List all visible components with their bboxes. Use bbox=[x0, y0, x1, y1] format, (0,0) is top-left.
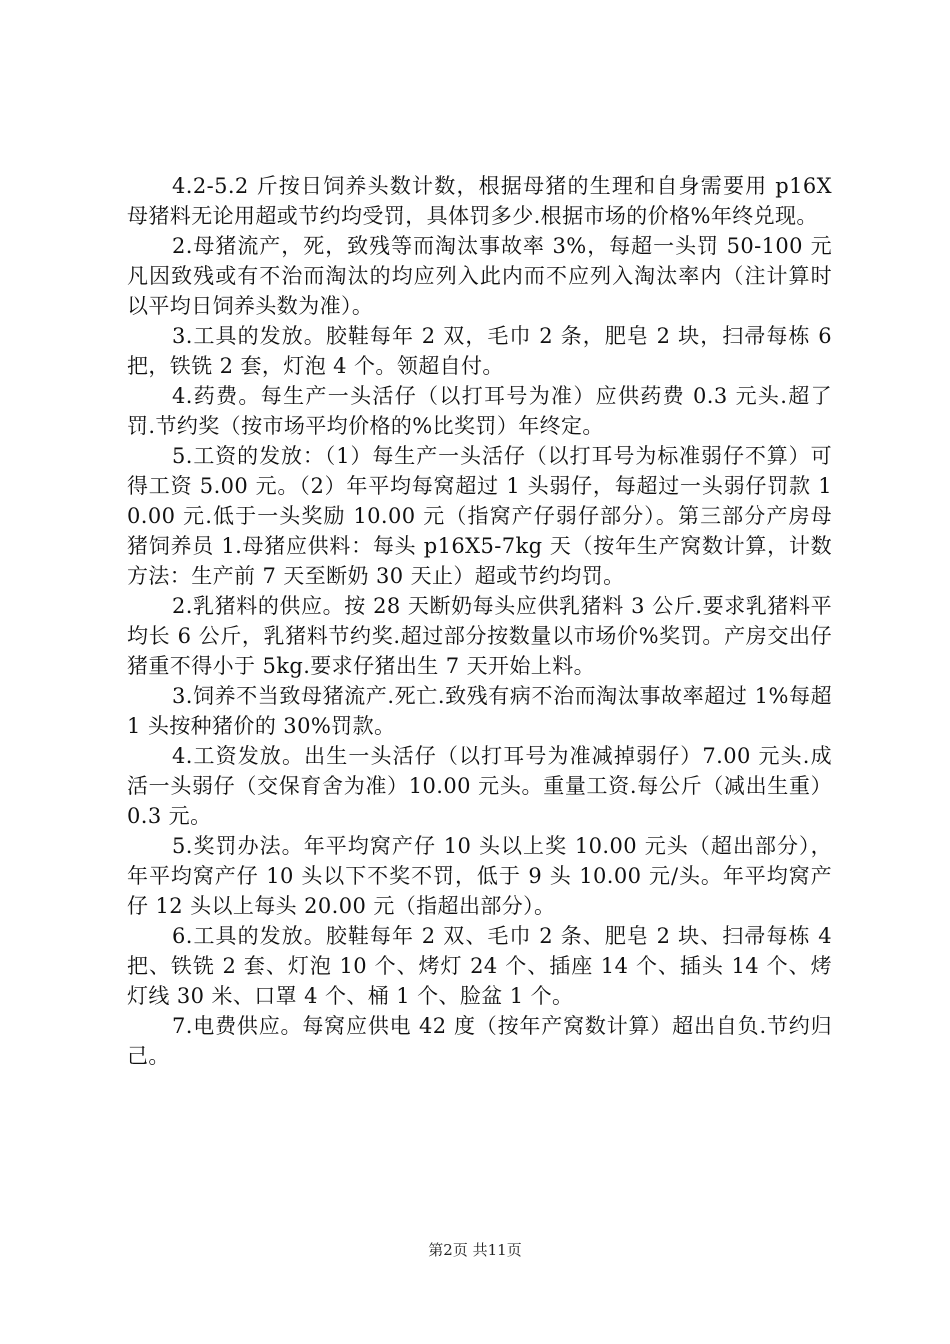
paragraph-5: 5.工资的发放：（1）每生产一头活仔（以打耳号为标准弱仔不算）可得工资 5.00 元。（2）年平均每窝超过 1 头弱仔，每超过一头弱仔罚款 10.00 元.低于一头奖励 10.00 元（指窝产仔弱仔部分）。第三部分产房母猪饲养员 1.母猪应供料：每头 p16X5-7kg 天（按年生产窝数计算，计数方法：生产前 7 天至断奶 30 天止）超或节约均罚。 bbox=[127, 444, 832, 588]
paragraph-3: 3.工具的发放。胶鞋每年 2 双，毛巾 2 条，肥皂 2 块，扫帚每栋 6 把，铁铣 2 套，灯泡 4 个。领超自付。 bbox=[127, 324, 832, 378]
paragraph-2: 2.母猪流产，死，致残等而淘汰事故率 3%，每超一头罚 50-100 元凡因致残或有不治而淘汰的均应列入此内而不应列入淘汰率内（注计算时以平均日饲养头数为准）。 bbox=[127, 234, 832, 318]
paragraph-9: 5.奖罚办法。年平均窝产仔 10 头以上奖 10.00 元头（超出部分），年平均窝产仔 10 头以下不奖不罚，低于 9 头 10.00 元/头。年平均窝产仔 12 头以上每头 20.00 元（指超出部分）。 bbox=[127, 834, 832, 918]
paragraph-6: 2.乳猪料的供应。按 28 天断奶每头应供乳猪料 3 公斤.要求乳猪料平均长 6 公斤，乳猪料节约奖.超过部分按数量以市场价%奖罚。产房交出仔猪重不得小于 5kg.要求仔猪出生 7 天开始上料。 bbox=[127, 594, 832, 678]
paragraph-8: 4.工资发放。出生一头活仔（以打耳号为准减掉弱仔）7.00 元头.成活一头弱仔（交保育舍为准）10.00 元头。重量工资.每公斤（减出生重）0.3 元。 bbox=[127, 744, 832, 828]
paragraph-7: 3.饲养不当致母猪流产.死亡.致残有病不治而淘汰事故率超过 1%每超 1 头按种猪价的 30%罚款。 bbox=[127, 684, 832, 738]
paragraph-11: 7.电费供应。每窝应供电 42 度（按年产窝数计算）超出自负.节约归己。 bbox=[127, 1014, 832, 1068]
paragraph-4: 4.药费。每生产一头活仔（以打耳号为准）应供药费 0.3 元头.超了罚.节约奖（按市场平均价格的%比奖罚）年终定。 bbox=[127, 384, 832, 438]
paragraph-10: 6.工具的发放。胶鞋每年 2 双、毛巾 2 条、肥皂 2 块、扫帚每栋 4 把、铁铣 2 套、灯泡 10 个、烤灯 24 个、插座 14 个、插头 14 个、烤灯线 30 米、口罩 4 个、桶 1 个、脸盆 1 个。 bbox=[127, 924, 832, 1008]
paragraph-1: 4.2-5.2 斤按日饲养头数计数，根据母猪的生理和自身需要用 p16X 母猪料无论用超或节约均受罚，具体罚多少.根据市场的价格%年终兑现。 bbox=[127, 174, 832, 228]
document-body bbox=[127, 171, 832, 1071]
page-footer: 第2页 共11页 bbox=[428, 1241, 522, 1259]
